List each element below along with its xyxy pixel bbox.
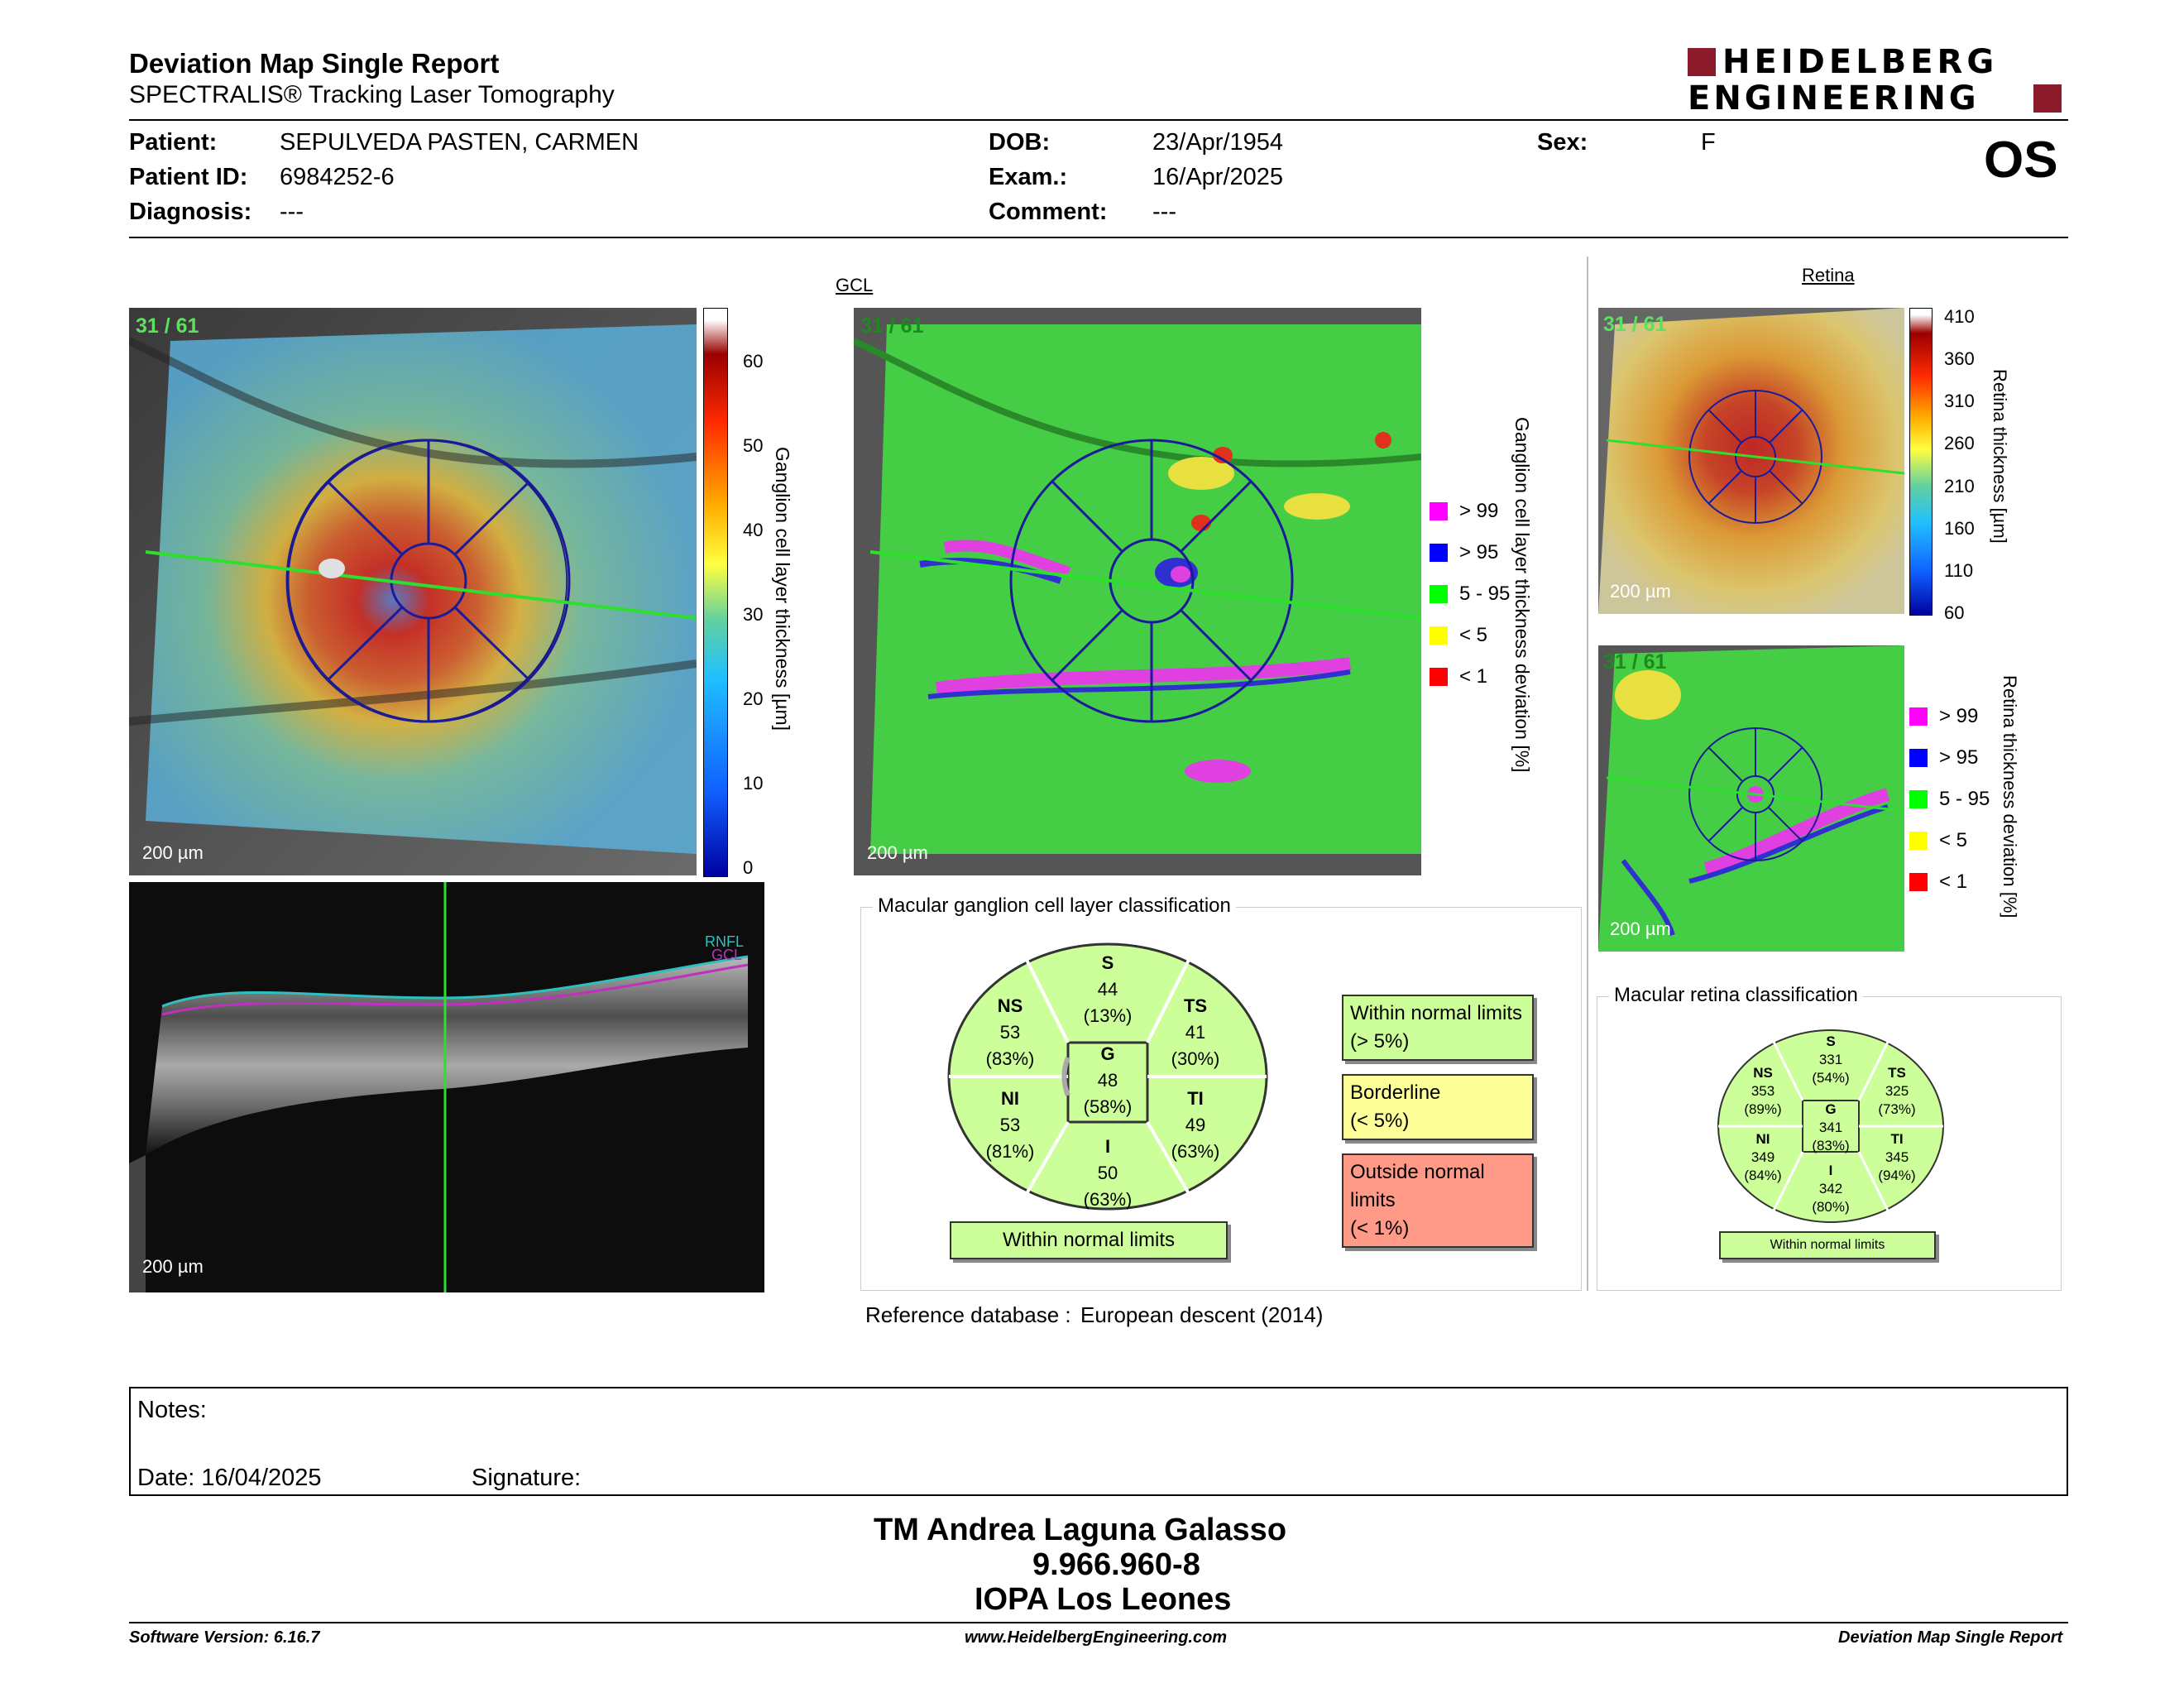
gcl-classification-title: Macular ganglion cell layer classification [873, 894, 1236, 918]
legend-within-label: Within normal limits [1350, 1002, 1523, 1024]
retina-thickness-tick: 360 [1944, 348, 1975, 370]
signer-id: 9.966.960-8 [1032, 1547, 1200, 1582]
retina-sector-label: NI [1755, 1131, 1770, 1147]
retina-sector-percent: (54%) [1812, 1070, 1850, 1086]
retina-deviation-axis-label: Retina thickness deviation [%] [2000, 675, 2020, 918]
gcl-sector-label: G [1100, 1043, 1115, 1064]
retina-sector-i [1802, 1162, 1860, 1216]
retina-sector-value: 345 [1885, 1149, 1909, 1165]
retina-section-title: Retina [1802, 265, 1855, 285]
legend-outside-label: Outside normal limits [1350, 1161, 1485, 1211]
thickness-colorbar [703, 308, 728, 877]
gcl-sector-value: 53 [999, 1022, 1021, 1043]
gcl-sector-value: 41 [1185, 1022, 1206, 1043]
gcl-thickness-map [129, 308, 697, 875]
retina-legend-item [1909, 746, 1978, 770]
exam-label: Exam.: [989, 164, 1068, 190]
gcl-sector-label: I [1104, 1136, 1111, 1157]
thickness-tick: 40 [743, 520, 764, 540]
retina-legend-swatch [1909, 749, 1928, 767]
gcl-thickness-axis-label: Ganglion cell layer thickness [µm] [772, 447, 793, 731]
retina-legend-swatch [1909, 790, 1928, 808]
retina-legend-label: < 1 [1939, 870, 1968, 893]
retina-thickness-tick: 160 [1944, 517, 1975, 539]
retina-legend-item [1909, 870, 1967, 894]
gcl-legend-item [1430, 541, 1498, 564]
retina-thickness-axis-label: Retina thickness [µm] [1990, 369, 2010, 544]
heidelberg-logo [1688, 43, 2068, 117]
legend-outside [1342, 1153, 1534, 1248]
gcl-deviation-axis-label: Ganglion cell layer thickness deviation [%] [1511, 417, 1533, 773]
retina-result-badge [1719, 1231, 1936, 1259]
retina-legend-label: < 5 [1939, 829, 1968, 851]
gcl-frame-counter: 31 / 61 [860, 314, 924, 338]
gcl-tag: GCL [711, 947, 743, 963]
retina-sector-value: 349 [1751, 1149, 1775, 1165]
retina-sector-percent: (84%) [1744, 1168, 1782, 1183]
legend-borderline-label: Borderline [1350, 1081, 1441, 1104]
retina-sector-percent: (89%) [1744, 1101, 1782, 1117]
gcl-sector-percent: (30%) [1171, 1048, 1220, 1069]
report-subtitle: SPECTRALIS® Tracking Laser Tomography [129, 81, 615, 108]
scale-bar: 200 µm [142, 842, 204, 863]
retina-thickness-tick: 110 [1944, 559, 1974, 581]
gcl-legend-item [1430, 500, 1498, 523]
gcl-sector-percent: (63%) [1171, 1141, 1220, 1162]
frame-counter: 31 / 61 [136, 314, 199, 338]
legend-within [1342, 995, 1534, 1061]
footer-report-name: Deviation Map Single Report [1838, 1628, 2063, 1647]
retina-legend-swatch [1909, 832, 1928, 850]
eye-label: OS [1984, 132, 2058, 189]
gcl-sector-value: 48 [1097, 1070, 1118, 1091]
gcl-sector-ts [1158, 993, 1233, 1072]
retina-sector-label: S [1826, 1033, 1836, 1049]
oct-bscan [129, 882, 764, 1292]
retina-sector-g [1802, 1101, 1860, 1155]
thickness-tick: 30 [743, 604, 764, 625]
gcl-legend-swatch [1430, 502, 1448, 520]
gcl-sector-label: NI [1001, 1088, 1019, 1109]
retina-sector-label: G [1825, 1101, 1837, 1117]
retina-deviation-map [1598, 645, 1904, 952]
retina-thickness-tick: 310 [1944, 391, 1975, 412]
bscan-scale-bar: 200 µm [142, 1256, 204, 1277]
diagnosis-label: Diagnosis: [129, 199, 252, 225]
retina-sector-ti [1868, 1130, 1926, 1185]
gcl-sector-label: TI [1187, 1088, 1204, 1109]
retina-sector-percent: (83%) [1812, 1138, 1850, 1153]
gcl-sector-label: NS [997, 995, 1023, 1016]
gcl-sector-ns [973, 993, 1047, 1072]
thickness-tick: 20 [743, 688, 764, 709]
gcl-result-badge [950, 1221, 1228, 1259]
retina-sector-percent: (80%) [1812, 1199, 1850, 1215]
gcl-result-text: Within normal limits [1002, 1229, 1176, 1251]
gcl-scale-bar: 200 µm [867, 842, 928, 863]
legend-borderline [1342, 1074, 1534, 1140]
rnfl-tag: RNFL [705, 933, 745, 950]
retina-thickness-tick: 210 [1944, 475, 1975, 496]
gcl-deviation-map [854, 308, 1421, 875]
retina-sector-ns [1734, 1064, 1792, 1119]
gcl-sector-g [1070, 1041, 1145, 1120]
gcl-legend-label: < 1 [1459, 665, 1488, 688]
thickness-tick: 10 [743, 773, 764, 794]
signer-name: TM Andrea Laguna Galasso [874, 1513, 1287, 1547]
retina-frame-counter: 31 / 61 [1603, 313, 1667, 336]
retina-sector-value: 342 [1818, 1181, 1843, 1196]
software-version: Software Version: 6.16.7 [129, 1628, 320, 1647]
patient-name: SEPULVEDA PASTEN, CARMEN [280, 129, 639, 156]
retina-thickness-map [1598, 308, 1904, 614]
retina-legend-label: 5 - 95 [1939, 788, 1990, 810]
retina-sector-value: 353 [1751, 1083, 1775, 1099]
retina-sector-label: NS [1753, 1065, 1773, 1081]
gcl-sector-percent: (58%) [1083, 1096, 1133, 1117]
dob: 23/Apr/1954 [1152, 129, 1284, 156]
patient-label: Patient: [129, 129, 218, 156]
gcl-legend-swatch [1430, 544, 1448, 562]
reference-database-value: European descent (2014) [1080, 1302, 1324, 1327]
gcl-sector-label: TS [1183, 995, 1208, 1016]
gcl-legend-label: > 95 [1459, 541, 1499, 563]
thickness-tick: 60 [743, 351, 764, 372]
retina-legend-label: > 99 [1939, 705, 1979, 727]
notes-box[interactable] [129, 1387, 2068, 1496]
notes-date: Date: 16/04/2025 [137, 1465, 322, 1491]
comment: --- [1152, 199, 1176, 225]
retina-thickness-tick: 260 [1944, 433, 1975, 454]
gcl-section-title: GCL [836, 275, 874, 295]
gcl-sector-value: 53 [999, 1115, 1021, 1135]
gcl-sector-percent: (83%) [985, 1048, 1035, 1069]
gcl-sector-percent: (13%) [1083, 1005, 1133, 1026]
dob-label: DOB: [989, 129, 1051, 156]
thickness-tick: 0 [743, 857, 754, 878]
gcl-legend-swatch [1430, 668, 1448, 686]
retina-sector-s [1802, 1033, 1860, 1087]
retina-sector-value: 325 [1885, 1083, 1909, 1099]
comment-label: Comment: [989, 199, 1108, 225]
signature-label: Signature: [472, 1465, 582, 1491]
retina-sector-ts [1868, 1064, 1926, 1119]
retina-dev-frame-counter: 31 / 61 [1603, 650, 1667, 674]
retina-legend-label: > 95 [1939, 746, 1979, 769]
gcl-sector-ti [1158, 1086, 1233, 1165]
gcl-sector-value: 49 [1185, 1115, 1206, 1135]
retina-legend-item [1909, 788, 1990, 811]
retina-legend-item [1909, 829, 1967, 852]
retina-legend-item [1909, 705, 1978, 728]
diagnosis: --- [280, 199, 304, 225]
thickness-tick: 50 [743, 435, 764, 456]
logo-line2: ENGINEERING [1688, 79, 1980, 117]
gcl-sector-percent: (81%) [985, 1141, 1035, 1162]
retina-sector-ni [1734, 1130, 1792, 1185]
retina-scale-bar: 200 µm [1610, 581, 1671, 602]
gcl-legend-swatch [1430, 626, 1448, 645]
retina-sector-label: TS [1888, 1065, 1906, 1081]
retina-result-text: Within normal limits [1770, 1238, 1885, 1252]
signer-institution: IOPA Los Leones [975, 1582, 1232, 1617]
logo-line1: HEIDELBERG [1722, 43, 1999, 81]
retina-sector-label: I [1828, 1163, 1833, 1178]
reference-database-label: Reference database : [865, 1302, 1071, 1327]
retina-thickness-tick: 60 [1944, 602, 1965, 623]
retina-colorbar [1909, 308, 1933, 616]
retina-sector-value: 331 [1818, 1052, 1843, 1067]
gcl-legend-label: > 99 [1459, 500, 1499, 522]
gcl-sector-s [1070, 950, 1145, 1029]
gcl-sector-ni [973, 1086, 1047, 1165]
gcl-sector-value: 44 [1097, 979, 1118, 1000]
gcl-legend-item [1430, 583, 1510, 606]
gcl-sector-label: S [1101, 952, 1114, 973]
gcl-sector-value: 50 [1097, 1163, 1118, 1183]
legend-borderline-range: (< 5%) [1350, 1110, 1410, 1132]
gcl-legend-label: 5 - 95 [1459, 583, 1511, 605]
patient-id-label: Patient ID: [129, 164, 248, 190]
retina-sector-percent: (94%) [1878, 1168, 1916, 1183]
website-link[interactable]: www.HeidelbergEngineering.com [965, 1628, 1228, 1647]
patient-id: 6984252-6 [280, 164, 395, 190]
exam-date: 16/Apr/2025 [1152, 164, 1284, 190]
retina-sector-label: TI [1890, 1131, 1904, 1147]
retina-legend-swatch [1909, 873, 1928, 891]
report-title: Deviation Map Single Report [129, 48, 500, 79]
legend-within-range: (> 5%) [1350, 1030, 1410, 1053]
retina-dev-scale-bar: 200 µm [1610, 918, 1671, 939]
sex-label: Sex: [1537, 129, 1588, 156]
gcl-legend-item [1430, 665, 1487, 688]
notes-label: Notes: [137, 1397, 207, 1423]
sex: F [1701, 129, 1716, 156]
retina-thickness-tick: 410 [1944, 306, 1975, 327]
retina-sector-value: 341 [1818, 1120, 1843, 1135]
gcl-legend-swatch [1430, 585, 1448, 603]
gcl-legend-label: < 5 [1459, 624, 1488, 646]
gcl-sector-i [1070, 1134, 1145, 1213]
gcl-legend-item [1430, 624, 1487, 647]
retina-legend-swatch [1909, 707, 1928, 726]
retina-classification-title: Macular retina classification [1609, 984, 1863, 1007]
legend-outside-range: (< 1%) [1350, 1217, 1410, 1240]
gcl-sector-percent: (63%) [1083, 1189, 1133, 1210]
retina-sector-percent: (73%) [1878, 1101, 1916, 1117]
